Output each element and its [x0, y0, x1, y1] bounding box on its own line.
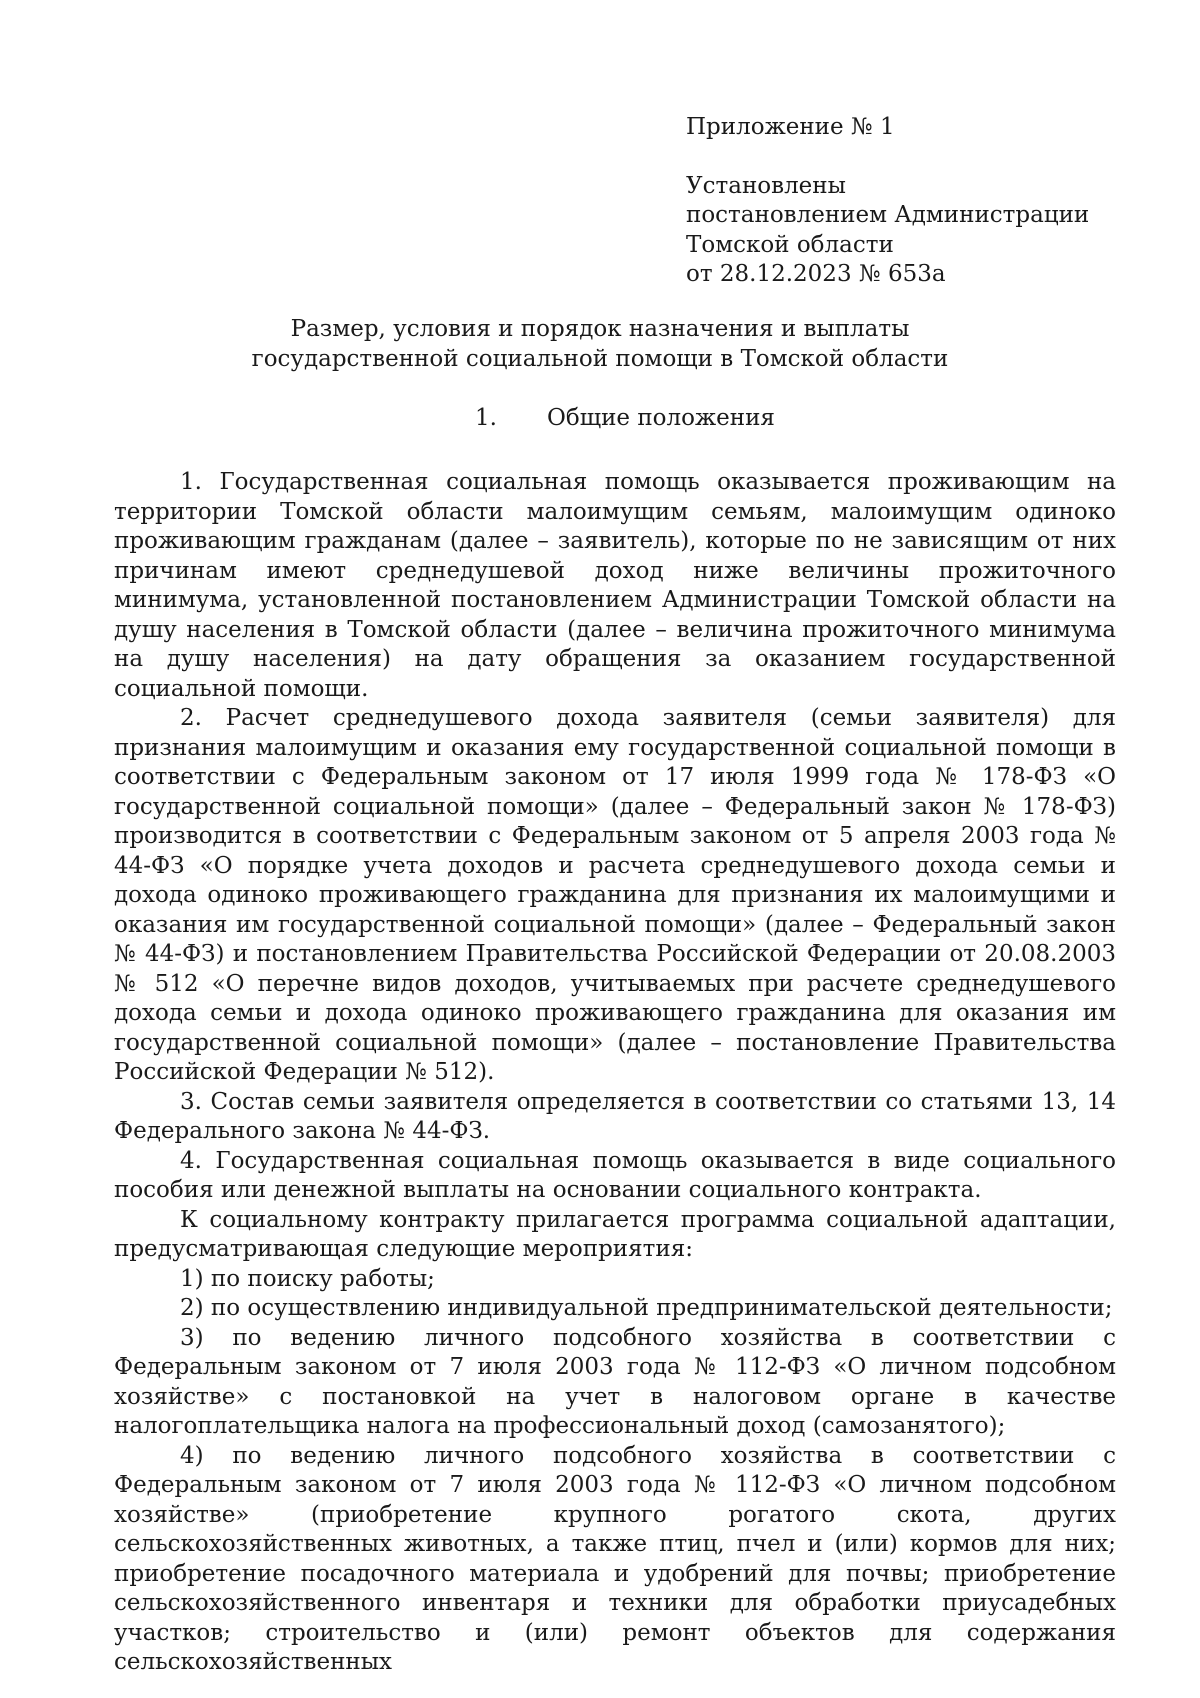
appendix-number: Приложение № 1: [686, 114, 895, 140]
section-number: 1.: [475, 405, 497, 431]
paragraph: 1. Государственная социальная помощь оказывается проживающим на территории Томской области малоимущим семьям, малоимущим одиноко проживающим гражданам (далее – заявитель), которые по не зависящим от них причинам имеют среднедушевой доход ниже величины прожиточного минимума, установленной постановлением Администрации Томской области на душу населения в Томской области (далее – величина прожиточного минимума на душу населения) на дату обращения за оказанием государственной социальной помощи.: [114, 469, 1116, 702]
paragraph: К социальному контракту прилагается программа социальной адаптации, предусматривающая следующие мероприятия:: [114, 1206, 1116, 1262]
list-item: 1) по поиску работы;: [180, 1265, 435, 1292]
appendix-block: [686, 113, 1156, 290]
paragraph: 2. Расчет среднедушевого дохода заявителя (семьи заявителя) для признания малоимущим и оказания ему государственной социальной помощи в соответствии с Федеральным законом от 17 июля 1999 года № 178-ФЗ «О государственной социальной помощи» (далее – Федеральный закон № 178-ФЗ) производится в соответствии с Федеральным законом от 5 апреля 2003 года № 44-ФЗ «О порядке учета доходов и расчета среднедушевого дохода семьи и дохода одиноко проживающего гражданина для признания их малоимущими и оказания им государственной социальной помощи» (далее – Федеральный закон № 44-ФЗ) и постановлением Правительства Российской Федерации от 20.08.2003 № 512 «О перечне видов доходов, учитываемых при расчете среднедушевого дохода семьи и дохода одиноко проживающего гражданина для оказания им государственной социальной помощи» (далее – постановление Правительства Российской Федерации № 512).: [114, 705, 1116, 1085]
list-item: 4) по ведению личного подсобного хозяйства в соответствии с Федеральным законом от 7 июля 2003 года № 112-ФЗ «О личном подсобном хозяйстве» (приобретение крупного рогатого скота, других сельскохозяйственных животных, а также птиц, пчел и (или) кормов для них; приобретение посадочного материала и удобрений для почвы; приобретение сельскохозяйственного инвентаря и техники для обработки приусадебных участков; строительство и (или) ремонт объектов для содержания сельскохозяйственных: [114, 1442, 1116, 1675]
approval-line: от 28.12.2023 № 653а: [686, 261, 946, 287]
section-title: Общие положения: [547, 405, 775, 431]
paragraph: 4. Государственная социальная помощь оказывается в виде социального пособия или денежной выплаты на основании социального контракта.: [114, 1147, 1116, 1203]
document-body: [114, 468, 1116, 1678]
list-item: 3) по ведению личного подсобного хозяйства в соответствии с Федеральным законом от 7 июля 2003 года № 112-ФЗ «О личном подсобном хозяйстве» с постановкой на учет в налоговом органе в качестве налогоплательщика налога на профессиональный доход (самозанятого);: [114, 1324, 1116, 1439]
appendix-spacer: [686, 143, 1156, 172]
list-item: 2) по осуществлению индивидуальной предпринимательской деятельности;: [180, 1295, 1113, 1321]
approval-line: Томской области: [686, 231, 894, 258]
approval-line: Установлены: [686, 172, 846, 199]
document-title: [0, 315, 1200, 374]
paragraph: 3. Состав семьи заявителя определяется в соответствии со статьями 13, 14 Федерального закона № 44-ФЗ.: [114, 1088, 1116, 1144]
title-line: государственной социальной помощи в Томской области: [251, 345, 949, 372]
approval-line: постановлением Администрации: [686, 202, 1090, 228]
title-line: Размер, условия и порядок назначения и выплаты: [290, 316, 910, 342]
